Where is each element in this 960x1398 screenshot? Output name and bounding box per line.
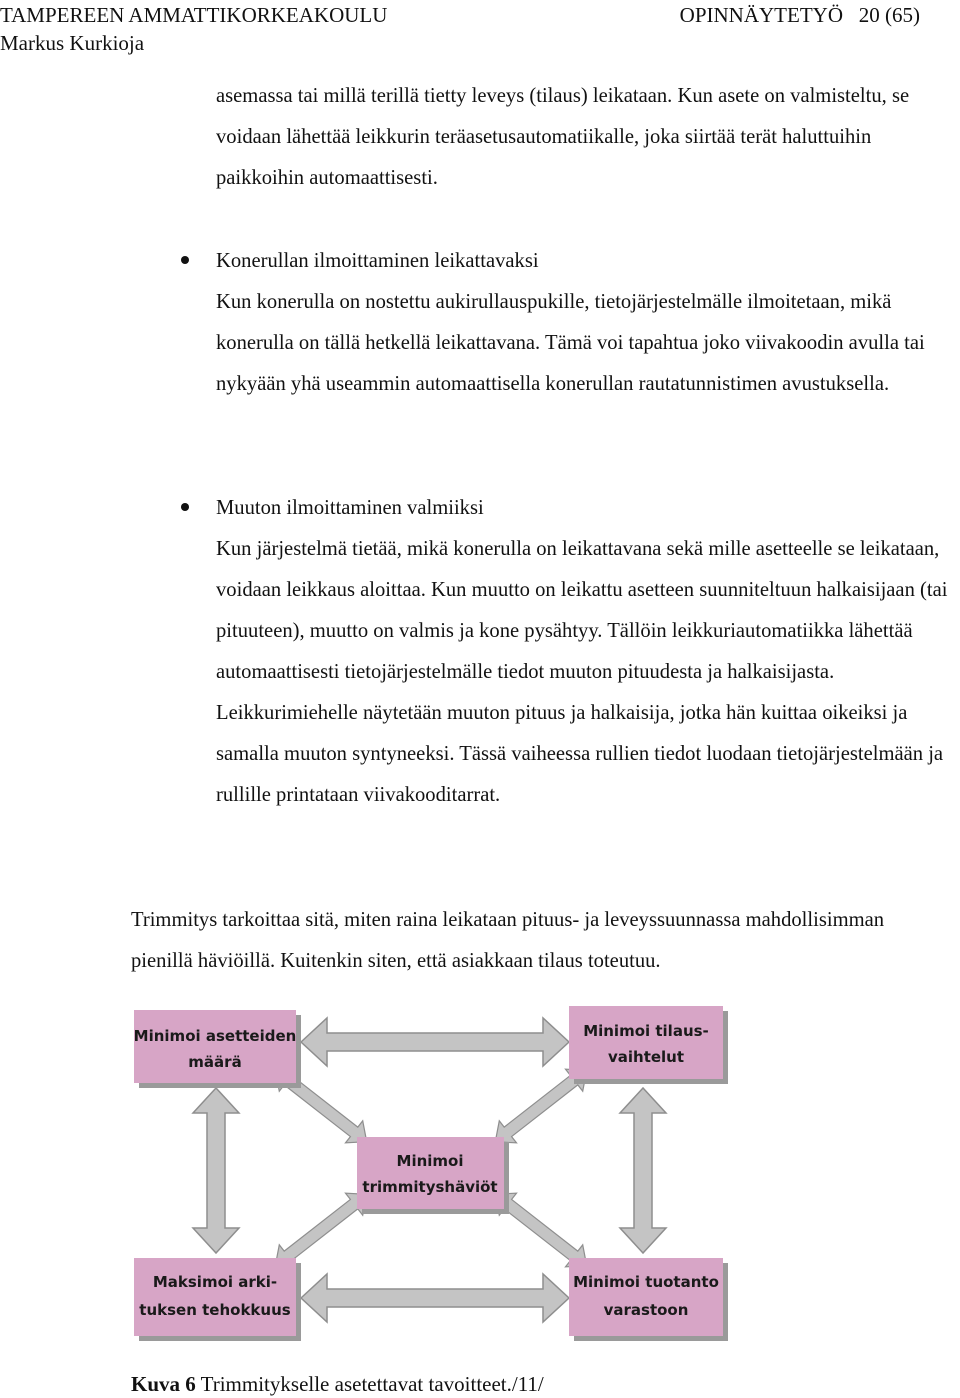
- box-top-right-line2: vaihtelut: [607, 1048, 685, 1066]
- box-top-right-line1: Minimoi tilaus-: [583, 1022, 709, 1040]
- bullet-text: Kun järjestelmä tietää, mikä konerulla on leikattavana sekä mille asetteelle se leikataan, voidaan leikkaus aloittaa. Kun muutto on leikattu asetteen suunniteltuun halkaisijaan (tai pituuteen), muutto on valmis ja kone pysähtyy. Tällöin leikkuriautomatiikka lähettää automaattisesti tietojärjestelmälle tiedot muuton pituudesta ja halkaisijasta. Leikkurimiehelle näytetään muuton pituus ja halkaisija, jotka hän kuittaa oikeiksi ja samalla muuton syntyneeksi. Tässä vaiheessa rullien tiedot luodaan tietojärjestelmään ja rullille printataan viivakooditarrat.: [216, 538, 948, 806]
- bullet-item-konerulla: [216, 241, 960, 405]
- caption-text: Trimmitykselle asetettavat tavoitteet./11/: [195, 1372, 544, 1396]
- header-institution: TAMPEREEN AMMATTIKORKEAKOULU: [0, 3, 388, 27]
- header-doc-type: OPINNÄYTETYÖ: [679, 3, 843, 27]
- bullet-text: Kun konerulla on nostettu aukirullauspukille, tietojärjestelmälle ilmoitetaan, mikä konerulla on tällä hetkellä leikattavana. Tämä voi tapahtua joko viivakoodin avulla tai nykyään yhä useammin automaattisella konerullan rautatunnistimen avustuksella.: [216, 291, 925, 395]
- box-top-left-line1: Minimoi asetteiden: [133, 1027, 297, 1045]
- arrow-right: [620, 1088, 666, 1253]
- arrow-left: [193, 1088, 239, 1253]
- box-bottom-left: [134, 1258, 296, 1336]
- arrow-bottom: [301, 1274, 569, 1322]
- box-bottom-right-line2: varastoon: [603, 1301, 689, 1319]
- intro-paragraph: asemassa tai millä terillä tietty leveys (tilaus) leikataan. Kun asete on valmisteltu, se voidaan lähettää leikkurin teräasetusautomatiikalle, joka siirtää terät haluttuihin paikkoihin automaattisesti.: [216, 85, 910, 189]
- trim-paragraph: Trimmitys tarkoittaa sitä, miten raina leikataan pituus- ja leveyssuunnassa mahdollisimman pienillä häviöillä. Kuitenkin siten, että asiakkaan tilaus toteutuu.: [131, 909, 885, 972]
- bullet-item-muutto: [216, 488, 960, 816]
- bullet-icon: [181, 503, 189, 511]
- box-center-line2: trimmityshäviöt: [362, 1178, 498, 1196]
- box-bottom-right: [569, 1258, 723, 1336]
- trim-goals-diagram: [131, 990, 728, 1343]
- box-bottom-right-line1: Minimoi tuotanto: [573, 1273, 719, 1291]
- bullet-icon: [181, 256, 189, 264]
- figure-caption: [131, 1370, 544, 1398]
- box-top-right: [569, 1006, 723, 1079]
- arrow-top: [301, 1018, 569, 1066]
- box-center-line1: Minimoi: [396, 1152, 464, 1170]
- bullet-title: Konerullan ilmoittaminen leikattavaksi: [216, 250, 539, 272]
- box-bottom-left-line1: Maksimoi arki-: [152, 1273, 278, 1291]
- bullet-title: Muuton ilmoittaminen valmiiksi: [216, 497, 484, 519]
- box-top-left: [134, 1010, 296, 1083]
- header-page-number: 20 (65): [858, 3, 920, 27]
- header-author: Markus Kurkioja: [0, 31, 145, 55]
- box-center: [357, 1137, 504, 1209]
- header-doc-page: [680, 2, 920, 28]
- box-bottom-left-line2: tuksen tehokkuus: [139, 1301, 291, 1319]
- caption-label: Kuva 6: [131, 1372, 196, 1396]
- box-top-left-line2: määrä: [188, 1053, 242, 1071]
